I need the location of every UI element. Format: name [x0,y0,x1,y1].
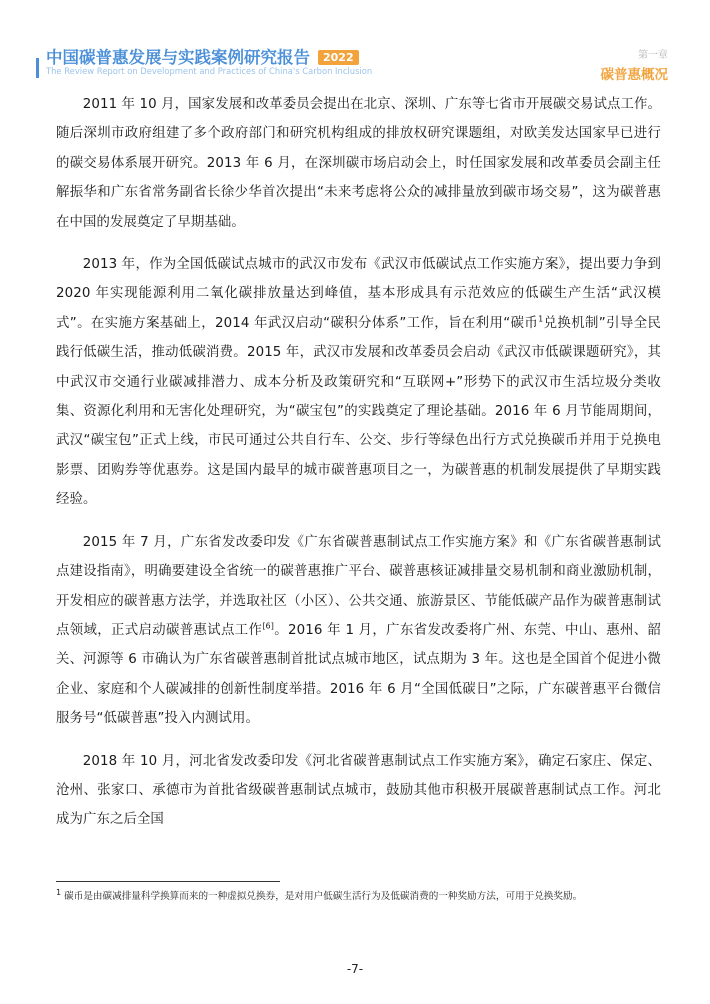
footnote-text: 碳币是由碳减排量科学换算而来的一种虚拟兑换券，是对用户低碳生活行为及低碳消费的一种奖励方法，可用于兑换奖励。 [64,891,583,902]
paragraph-2 [56,250,661,515]
paragraph-3-part-b: 。2016 年 1 月，广东省发改委将广州、东莞、中山、惠州、韶关、河源等 6 市确认为广东省碳普惠制首批试点城市地区，试点期为 3 年。这也是全国首个促进小微企业、家庭和个人碳减排的创新性制度举措。2016 年 6 月“全国低碳日”之际，广东碳普惠平台微信服务号“低碳普惠”投入内测试用。 [56,622,661,727]
paragraph-3 [56,528,661,734]
paragraph-3-part-a: 2015 年 7 月，广东省发改委印发《广东省碳普惠制试点工作实施方案》和《广东省碳普惠制试点建设指南》，明确要建设全省统一的碳普惠推广平台、碳普惠核证减排量交易机制和商业激励机制，开发相应的碳普惠方法学，并选取社区（小区）、公共交通、旅游景区、节能低碳产品作为碳普惠制试点领域，正式启动碳普惠试点工作 [56,534,661,638]
footnote-ref[interactable]: 1 [538,314,544,324]
body-text [56,90,661,848]
header-accent-bar [36,58,39,78]
year-badge: 2022 [318,50,359,65]
footnote-mark: 1 [56,887,62,897]
footnote [56,889,666,905]
report-subtitle: The Review Report on Development and Practices of China's Carbon Inclusion [46,66,373,76]
chapter-number: 第一章 [638,50,668,61]
chapter-name: 碳普惠概况 [600,67,668,83]
report-title-text: 中国碳普惠发展与实践案例研究报告 [46,48,310,67]
paragraph-4: 2018 年 10 月，河北省发改委印发《河北省碳普惠制试点工作实施方案》，确定石家庄、保定、沧州、张家口、承德市为首批省级碳普惠制试点城市，鼓励其他市积极开展碳普惠制试点工作。河北成为广东之后全国 [56,753,661,828]
paragraph-2-part-a: 2013 年，作为全国低碳试点城市的武汉市发布《武汉市低碳试点工作实施方案》，提出要力争到 2020 年实现能源利用二氧化碳排放量达到峰值，基本形成具有示范效应的低碳生产生活“武汉模式”。在实施方案基础上，2014 年武汉启动“碳积分体系”工作，旨在利用“碳币 [56,257,661,331]
paragraph-2-part-b: 兑换机制”引导全民践行低碳生活，推动低碳消费。2015 年，武汉市发展和改革委员会启动《武汉市低碳课题研究》，其中武汉市交通行业碳减排潜力、成本分析及政策研究和“互联网+”形势下的武汉市生活垃圾分类收集、资源化利用和无害化处理研究，为“碳宝包”的实践奠定了理论基础。2016 年 6 月节能周期间，武汉“碳宝包”正式上线，市民可通过公共自行车、公交、步行等绿色出行方式兑换碳币并用于兑换电影票、团购券等优惠券。这是国内最早的城市碳普惠项目之一，为碳普惠的机制发展提供了早期实践经验。 [56,315,661,508]
paragraph-1: 2011 年 10 月，国家发展和改革委员会提出在北京、深圳、广东等七省市开展碳交易试点工作。随后深圳市政府组建了多个政府部门和研究机构组成的排放权研究课题组，对欧美发达国家早已进行的碳交易体系展开研究。2013 年 6 月，在深圳碳市场启动会上，时任国家发展和改革委员会副主任解振华和广东省常务副省长徐少华首次提出“未来考虑将公众的减排量放到碳市场交易”，这为碳普惠在中国的发展奠定了早期基础。 [56,97,661,230]
page-number: -7- [346,962,364,976]
report-title [46,44,359,68]
citation-ref[interactable]: [6] [262,621,274,631]
footnote-divider [56,881,280,882]
